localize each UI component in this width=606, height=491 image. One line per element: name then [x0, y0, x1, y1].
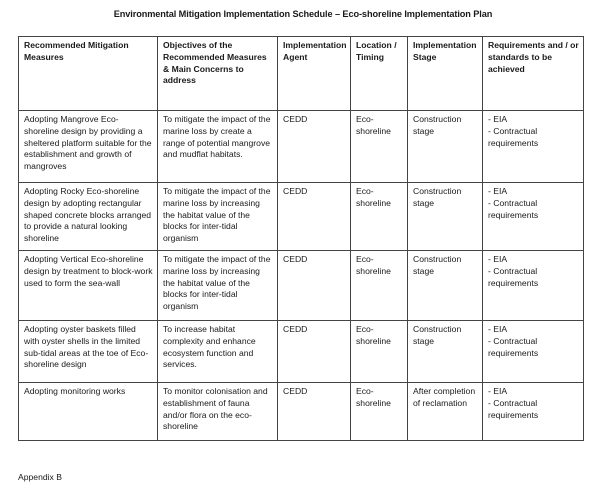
cell-requirements [483, 183, 584, 251]
cell-measure: Adopting Mangrove Eco-shoreline design by providing a sheltered platform suitable for the establishment and growth of mangroves [19, 111, 158, 183]
requirement-item: - Contractual requirements [488, 125, 539, 148]
cell-measure: Adopting Rocky Eco-shoreline design by adopting rectangular shaped concrete blocks arranged to provide a natural looking shoreline [19, 183, 158, 251]
cell-measure: Adopting monitoring works [19, 383, 158, 441]
cell-location: Eco-shoreline [351, 111, 408, 183]
requirement-item: - Contractual requirements [488, 335, 539, 358]
cell-stage: Construction stage [408, 111, 483, 183]
table-header-row [19, 37, 584, 111]
cell-requirements [483, 321, 584, 383]
requirement-item: - EIA [488, 114, 508, 124]
cell-requirements [483, 383, 584, 441]
requirement-item: - Contractual requirements [488, 197, 539, 220]
cell-agent: CEDD [278, 321, 351, 383]
table-row [19, 383, 584, 441]
requirement-item: - EIA [488, 254, 508, 264]
cell-stage: After completion of reclamation [408, 383, 483, 441]
cell-agent: CEDD [278, 183, 351, 251]
cell-location: Eco-shoreline [351, 321, 408, 383]
cell-measure: Adopting oyster baskets filled with oyster shells in the limited sub-tidal areas at the toe of Eco-shoreline design [19, 321, 158, 383]
cell-requirements [483, 111, 584, 183]
header-stage: Implementation Stage [408, 37, 483, 111]
cell-objective: To monitor colonisation and establishment of fauna and/or flora on the eco-shoreline [158, 383, 278, 441]
cell-location: Eco-shoreline [351, 251, 408, 321]
header-requirements: Requirements and / or standards to be achieved [483, 37, 584, 111]
cell-location: Eco-shoreline [351, 183, 408, 251]
requirement-item: - EIA [488, 386, 508, 396]
cell-agent: CEDD [278, 251, 351, 321]
header-measures: Recommended Mitigation Measures [19, 37, 158, 111]
cell-objective: To mitigate the impact of the marine loss by increasing the habitat value of the blocks for inter-tidal organism [158, 183, 278, 251]
cell-requirements [483, 251, 584, 321]
cell-objective: To mitigate the impact of the marine loss by increasing the habitat value of the blocks for inter-tidal organism [158, 251, 278, 321]
requirement-item: - EIA [488, 324, 508, 334]
requirement-item: - Contractual requirements [488, 265, 539, 288]
table-row [19, 321, 584, 383]
cell-agent: CEDD [278, 383, 351, 441]
requirement-item: - EIA [488, 186, 508, 196]
cell-measure: Adopting Vertical Eco-shoreline design by treatment to block-work used to form the sea-wall [19, 251, 158, 321]
table-row [19, 251, 584, 321]
cell-stage: Construction stage [408, 183, 483, 251]
cell-objective: To mitigate the impact of the marine loss by create a range of potential mangrove and mudflat habitats. [158, 111, 278, 183]
requirement-item: - Contractual requirements [488, 397, 539, 420]
cell-location: Eco-shoreline [351, 383, 408, 441]
table-row [19, 183, 584, 251]
header-location: Location / Timing [351, 37, 408, 111]
cell-stage: Construction stage [408, 251, 483, 321]
header-objectives: Objectives of the Recommended Measures & Main Concerns to address [158, 37, 278, 111]
document-title: Environmental Mitigation Implementation Schedule – Eco-shoreline Implementation Plan [113, 9, 493, 19]
cell-agent: CEDD [278, 111, 351, 183]
mitigation-schedule-table [18, 36, 584, 441]
table-row [19, 111, 584, 183]
cell-stage: Construction stage [408, 321, 483, 383]
appendix-label: Appendix B [18, 472, 62, 482]
header-agent: Implementation Agent [278, 37, 351, 111]
cell-objective: To increase habitat complexity and enhance ecosystem function and services. [158, 321, 278, 383]
